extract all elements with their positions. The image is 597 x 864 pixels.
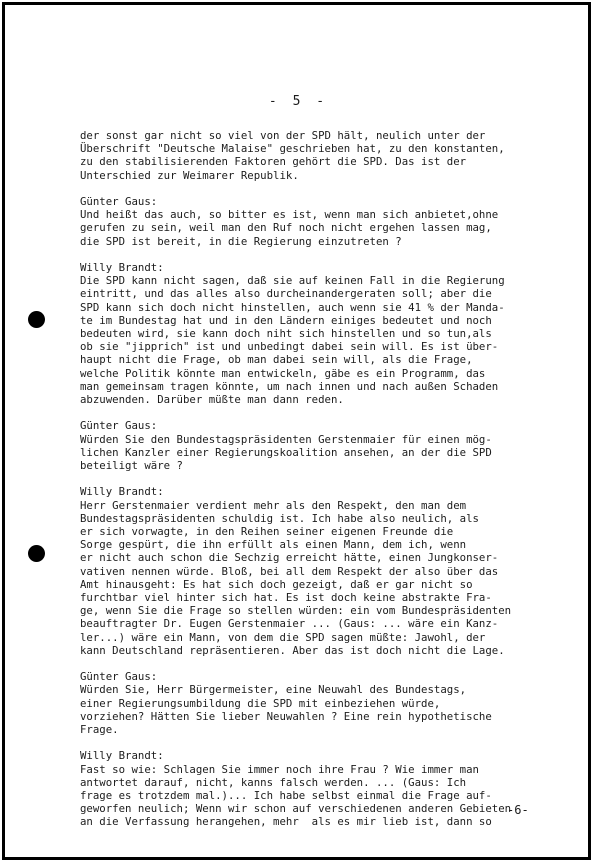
text-line: beauftragter Dr. Eugen Gerstenmaier ... (Gaus: ... wäre ein Kanz- <box>80 617 499 631</box>
text-line: haupt nicht die Frage, ob man dabei sein will, als die Frage, <box>80 353 473 367</box>
punch-hole-top <box>28 311 45 328</box>
text-line: geworfen neulich; Wenn wir schon auf verschiedenen anderen Gebieten <box>80 802 512 816</box>
page-number: - 5 - <box>268 94 329 109</box>
text-line: man gemeinsam tragen könnte, um nach innen und nach außen Schaden <box>80 379 499 393</box>
text-line: Die SPD kann nicht sagen, daß sie auf keinen Fall in die Regierung <box>80 274 505 288</box>
speaker-label: Günter Gaus: <box>80 670 158 684</box>
text-line: ler...) wäre ein Mann, von dem die SPD sagen müßte: Jawohl, der <box>80 630 486 644</box>
text-line: beteiligt wäre ? <box>80 459 183 473</box>
text-line: Sorge gespürt, die ihn erfüllt als einen Mann, dem ich, wenn <box>80 538 467 552</box>
text-line: furchtbar viel hinter sich hat. Es ist doch keine abstrakte Fra- <box>80 591 492 605</box>
punch-hole-bottom <box>28 545 45 562</box>
text-line: ob sie "jipprich" ist und unbedingt dabei sein will. Es ist über- <box>80 340 499 354</box>
text-line: Bundestagspräsidenten schuldig ist. Ich habe also neulich, als <box>80 511 479 525</box>
text-line: antwortet darauf, nicht, kanns falsch werden. ... (Gaus: Ich <box>80 775 467 789</box>
speaker-label: Willy Brandt: <box>80 485 164 499</box>
document-body <box>80 129 580 842</box>
text-line: zu den stabilisierenden Faktoren gehört die SPD. Das ist der <box>80 155 467 169</box>
text-line: te im Bundestag hat und in den Ländern einiges bedeutet und noch <box>80 313 492 327</box>
speaker-label: Günter Gaus: <box>80 195 158 208</box>
text-line: vorziehen? Hätten Sie lieber Neuwahlen ? Eine rein hypothetische <box>80 709 492 723</box>
text-line: Fast so wie: Schlagen Sie immer noch ihre Frau ? Wie immer man <box>80 762 479 776</box>
text-line: der sonst gar nicht so viel von der SPD hält, neulich unter der <box>80 129 486 142</box>
text-line: lichen Kanzler einer Regierungskoalition ansehen, an der die SPD <box>80 445 492 459</box>
text-line: eintritt, und das alles also durcheinandergeraten soll; aber die <box>80 287 492 301</box>
text-line: Amt hinausgeht: Es hat sich doch gezeigt, daß er gar nicht so <box>80 577 473 591</box>
text-line: Herr Gerstenmaier verdient mehr als den Respekt, den man dem <box>80 498 467 512</box>
next-page-marker: -6- <box>507 803 529 817</box>
text-line: er nicht auch schon die Sechzig erreicht hätte, einen Jungkonser- <box>80 551 499 565</box>
text-line: SPD kann sich doch nicht hinstellen, auch wenn sie 41 % der Manda- <box>80 300 505 314</box>
text-line: frage es trotzdem mal.)... Ich habe selbst einmal die Frage auf- <box>80 789 492 803</box>
text-paragraph <box>80 749 580 828</box>
text-line: Unterschied zur Weimarer Republik. <box>80 168 299 182</box>
text-paragraph <box>80 261 580 406</box>
speaker-label: Günter Gaus: <box>80 419 158 433</box>
text-line: Überschrift "Deutsche Malaise" geschrieben hat, zu den konstanten, <box>80 142 505 156</box>
text-line: die SPD ist bereit, in die Regierung einzutreten ? <box>80 234 402 248</box>
text-line: Und heißt das auch, so bitter es ist, wenn man sich anbietet,ohne <box>80 208 499 222</box>
text-paragraph <box>80 195 580 248</box>
text-paragraph <box>80 485 580 657</box>
speaker-label: Willy Brandt: <box>80 749 164 763</box>
text-line: Würden Sie den Bundestagspräsidenten Gerstenmaier für einen mög- <box>80 432 492 446</box>
text-paragraph <box>80 129 580 182</box>
text-line: Würden Sie, Herr Bürgermeister, eine Neuwahl des Bundestags, <box>80 683 467 697</box>
text-paragraph <box>80 670 580 736</box>
text-line: bedeuten wird, sie kann doch niht sich hinstellen und so tun,als <box>80 327 492 341</box>
text-line: gerufen zu sein, weil man den Ruf noch nicht ergehen lassen mag, <box>80 221 492 235</box>
text-paragraph <box>80 419 580 472</box>
text-line: kann Deutschland repräsentieren. Aber das ist doch nicht die Lage. <box>80 643 505 657</box>
text-line: welche Politik könnte man entwickeln, gäbe es ein Programm, das <box>80 366 486 380</box>
text-line: Frage. <box>80 723 119 737</box>
text-line: abzuwenden. Darüber müßte man dann reden. <box>80 393 344 407</box>
text-line: er sich vorwagte, in den Reihen seiner eigenen Freunde die <box>80 525 454 539</box>
text-line: vativen nennen würde. Bloß, bei all dem Respekt der also über das <box>80 564 499 578</box>
text-line: einer Regierungsumbildung die SPD mit einbeziehen würde, <box>80 696 441 710</box>
speaker-label: Willy Brandt: <box>80 261 164 274</box>
text-line: ge, wenn Sie die Frage so stellen würden: ein vom Bundespräsidenten <box>80 604 512 618</box>
text-line: an die Verfassung herangehen, mehr als es mir lieb ist, dann so <box>80 815 492 829</box>
